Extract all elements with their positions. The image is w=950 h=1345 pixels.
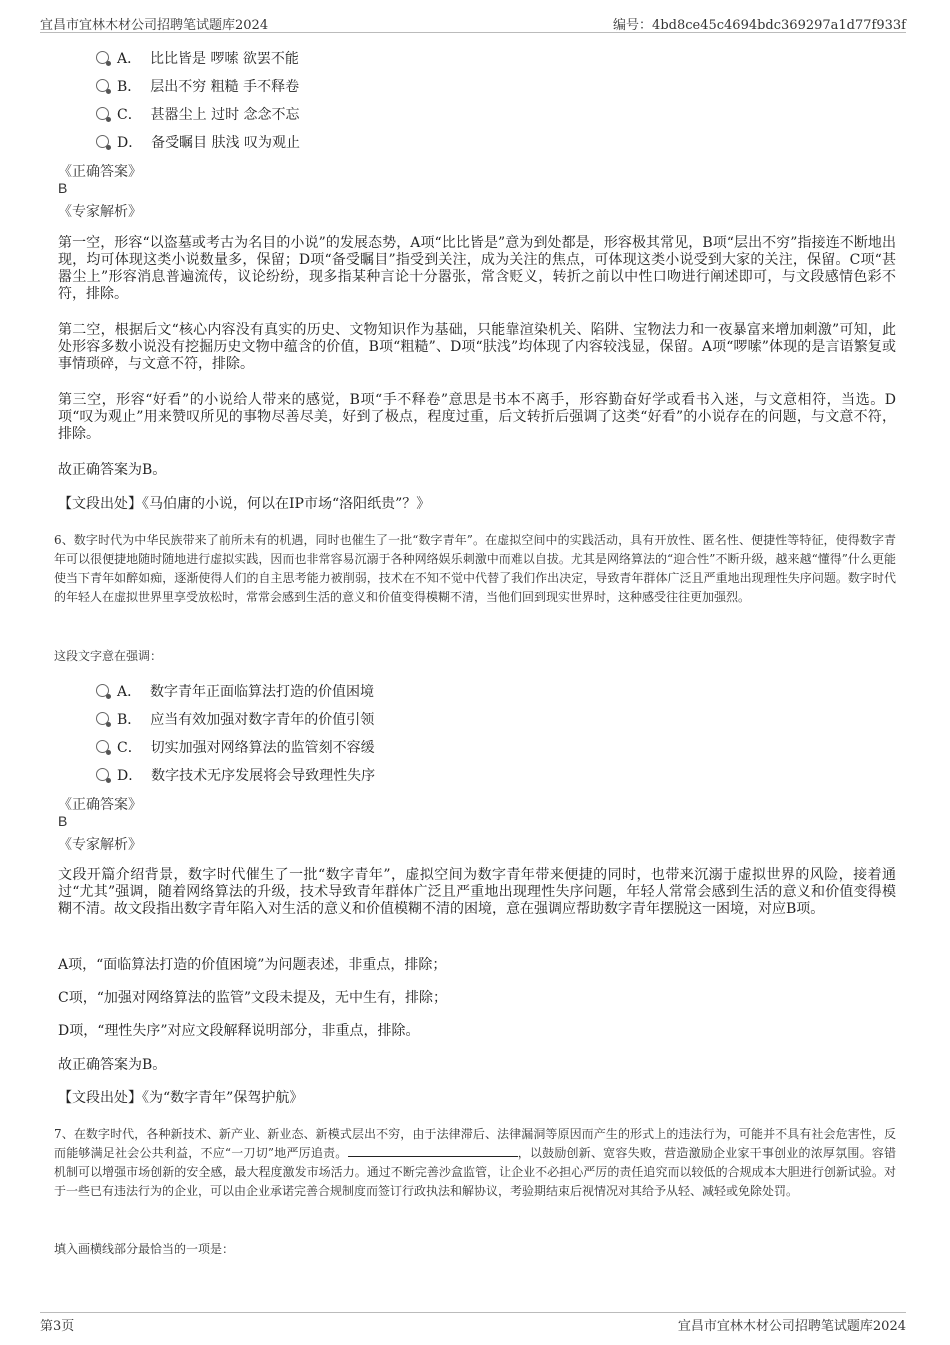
q5-option-b[interactable] bbox=[96, 76, 299, 96]
radio-icon[interactable] bbox=[96, 51, 109, 64]
radio-icon[interactable] bbox=[96, 107, 109, 120]
q7-stem-before: 7、在数字时代，各种新技术、新产业、新业态、新模式层出不穷，由于法律滞后、法律漏洞等原因而产生的形式上的违法行为，可能并不具有社会危害性，反而能够满足社会公共利益，不应“一刀切”地严厉追责。 bbox=[54, 1127, 896, 1160]
q6-option-c[interactable] bbox=[96, 737, 375, 757]
q5-analysis-p2: 第二空，根据后文“核心内容没有真实的历史、文物知识作为基础，只能靠渲染机关、陷阱、宝物法力和一夜暴富来增加刺激”可知，此处形容多数小说没有挖掘历史文物中蕴含的价值，B项“粗糙”、D项“肤浅”均体现了内容较浅显，保留。A项“啰嗦”体现的是言语繁复或事情琐碎，与文意不符，排除。 bbox=[58, 322, 896, 372]
option-text: 应当有效加强对数字青年的价值引领 bbox=[150, 712, 375, 728]
q5-answer: B bbox=[58, 180, 68, 196]
page-footer bbox=[40, 1312, 906, 1334]
radio-icon[interactable] bbox=[96, 79, 109, 92]
q6-answer: B bbox=[58, 813, 68, 829]
q6-question: 这段文字意在强调： bbox=[54, 649, 163, 663]
q6-analysis-p1: 文段开篇介绍背景，数字时代催生了一批“数字青年”，虚拟空间为数字青年带来便捷的同时，也带来沉溺于虚拟世界的风险，接着通过“尤其”强调，随着网络算法的升级，技术导致青年群体广泛且严重地出现理性失序问题，年轻人常常会感到生活的意义和价值变得模糊不清。故文段指出数字青年陷入对生活的意义和价值模糊不清的困境，意在强调应帮助数字青年摆脱这一困境，对应B项。 bbox=[58, 867, 896, 917]
radio-icon[interactable] bbox=[96, 768, 109, 781]
option-text: 备受瞩目 肤浅 叹为观止 bbox=[151, 135, 301, 151]
option-text: 层出不穷 粗糙 手不释卷 bbox=[150, 79, 300, 95]
q6-analysis-label: 《专家解析》 bbox=[58, 837, 142, 853]
radio-icon[interactable] bbox=[96, 684, 109, 697]
radio-icon[interactable] bbox=[96, 740, 109, 753]
footer-title: 宜昌市宜林木材公司招聘笔试题库2024 bbox=[677, 1319, 906, 1334]
q5-option-a[interactable] bbox=[96, 48, 299, 68]
q7-question: 填入画横线部分最恰当的一项是： bbox=[54, 1242, 235, 1256]
q6-analysis-c: C项，“加强对网络算法的监管”文段未提及，无中生有，排除； bbox=[58, 990, 448, 1006]
radio-icon[interactable] bbox=[96, 712, 109, 725]
q6-stem: 6、数字时代为中华民族带来了前所未有的机遇，同时也催生了一批“数字青年”。在虚拟空间中的实践活动，具有开放性、匿名性、便捷性等特征，使得数字青年可以很便捷地随时随地进行虚拟实践，因而也非常容易沉溺于各种网络娱乐刺激中而难以自拔。尤其是网络算法的“迎合性”不断升级，越来越“懂得”什么更能使当下青年如醉如痴，逐渐使得人们的自主思考能力被削弱，技术在不知不觉中代替了我们作出决定，导致青年群体广泛且严重地出现理性失序问题。数字时代的年轻人在虚拟世界里享受放松时，常常会感到生活的意义和价值变得模糊不清，当他们回到现实世界时，这种感受往往更加强烈。 bbox=[54, 533, 896, 604]
option-letter: A． bbox=[117, 684, 142, 700]
q6-answer-label: 《正确答案》 bbox=[58, 797, 142, 813]
option-letter: C． bbox=[117, 740, 142, 756]
q5-analysis-p1: 第一空，形容“以盗墓或考古为名目的小说”的发展态势，A项“比比皆是”意为到处都是，形容极其常见，B项“层出不穷”指接连不断地出现，均可体现这类小说数量多，保留；D项“备受瞩目”指受到关注，成为关注的焦点，可体现这类小说受到大家的关注，保留。C项“甚嚣尘上”形容消息普遍流传，议论纷纷，现多指某种言论十分嚣张，常含贬义，转折之前以中性口吻进行阐述即可，与文段感情色彩不符，排除。 bbox=[58, 235, 896, 302]
q6-option-d[interactable] bbox=[96, 765, 375, 785]
q6-option-b[interactable] bbox=[96, 709, 374, 729]
header-doc-id: 编号：4bd8ce45c4694bdc369297a1d77f933f bbox=[613, 18, 906, 33]
page-header bbox=[40, 14, 906, 33]
q6-conclusion: 故正确答案为B。 bbox=[58, 1057, 167, 1073]
q5-conclusion: 故正确答案为B。 bbox=[58, 462, 167, 478]
fill-blank bbox=[348, 1144, 518, 1157]
page-number: 第3页 bbox=[40, 1319, 75, 1334]
option-text: 切实加强对网络算法的监管刻不容缓 bbox=[150, 740, 375, 756]
q5-analysis-label: 《专家解析》 bbox=[58, 204, 142, 220]
q7-stem-after: ，以鼓励创新、宽容失败，营造激励企业家干事创业的浓厚氛围。容错机制可以增强市场创新的安全感，最大程度激发市场活力。通过不断完善沙盒监管，让企业不必担心严厉的责任追究而以较低的合规成本大胆进行创新试验。对于一些已有违法行为的企业，可以由企业承诺完善合规制度而签订行政执法和解协议，考验期结束后视情况对其给予从轻、减轻或免除处罚。 bbox=[54, 1146, 896, 1198]
q5-analysis-p3: 第三空，形容“好看”的小说给人带来的感觉，B项“手不释卷”意思是书本不离手，形容勤奋好学或看书入迷，与文意相符，当选。D项“叹为观止”用来赞叹所见的事物尽善尽美，好到了极点，程度过重，后文转折后强调了这类“好看”的小说存在的问题，与文意不符，排除。 bbox=[58, 392, 896, 442]
q5-source: 【文段出处】《马伯庸的小说，何以在IP市场“洛阳纸贵”？》 bbox=[58, 496, 431, 512]
radio-icon[interactable] bbox=[96, 135, 109, 148]
q6-source: 【文段出处】《为“数字青年”保驾护航》 bbox=[58, 1090, 304, 1106]
option-letter: D． bbox=[117, 135, 143, 151]
option-text: 甚嚣尘上 过时 念念不忘 bbox=[150, 107, 300, 123]
option-letter: C． bbox=[117, 107, 142, 123]
q5-answer-label: 《正确答案》 bbox=[58, 164, 142, 180]
option-letter: D． bbox=[117, 768, 143, 784]
q6-analysis-a: A项，“面临算法打造的价值困境”为问题表述，非重点，排除； bbox=[58, 957, 447, 973]
q5-option-c[interactable] bbox=[96, 104, 300, 124]
q6-option-a[interactable] bbox=[96, 681, 374, 701]
option-letter: B． bbox=[117, 712, 142, 728]
option-letter: A． bbox=[117, 51, 142, 67]
option-letter: B． bbox=[117, 79, 142, 95]
option-text: 比比皆是 啰嗦 欲罢不能 bbox=[150, 51, 299, 67]
q6-analysis-d: D项，“理性失序”对应文段解释说明部分，非重点，排除。 bbox=[58, 1023, 420, 1039]
header-title: 宜昌市宜林木材公司招聘笔试题库2024 bbox=[40, 18, 269, 33]
q5-option-d[interactable] bbox=[96, 132, 300, 152]
q7-stem bbox=[54, 1125, 896, 1201]
option-text: 数字青年正面临算法打造的价值困境 bbox=[150, 684, 375, 700]
option-text: 数字技术无序发展将会导致理性失序 bbox=[151, 768, 376, 784]
